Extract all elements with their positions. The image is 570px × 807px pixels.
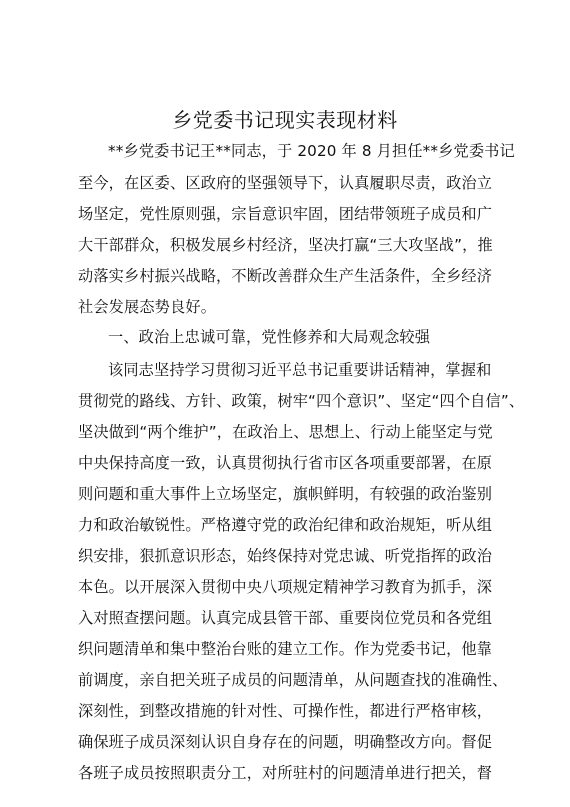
paragraph-line: 确保班子成员深刻认识自身存在的问题，明确整改方向。督促 [78,733,493,751]
paragraph-line: 贯彻党的路线、方针、政策，树牢“四个意识”、坚定“四个自信”、 [78,392,525,410]
paragraph-line: 各班子成员按照职责分工，对所驻村的问题清单进行把关，督 [78,764,493,782]
paragraph-line: 深刻性，到整改措施的针对性、可操作性，都进行严格审核， [78,702,493,720]
paragraph-line: **乡党委书记王**同志，于 2020 年 8 月担任**乡党委书记 [108,142,515,160]
section-heading: 一、政治上忠诚可靠，党性修养和大局观念较强 [108,328,431,346]
paragraph-line: 大干部群众，积极发展乡村经济，坚决打赢“三大攻坚战”，推 [78,236,493,254]
paragraph-line: 力和政治敏锐性。严格遵守党的政治纪律和政治规矩，听从组 [78,516,493,534]
paragraph-line: 本色。以开展深入贯彻中央八项规定精神学习教育为抓手，深 [78,578,493,596]
paragraph-line: 入对照查摆问题。认真完成县管干部、重要岗位党员和各党组 [78,609,493,627]
paragraph-line: 织问题清单和集中整治台账的建立工作。作为党委书记，他靠 [78,640,493,658]
paragraph-line: 社会发展态势良好。 [78,298,217,316]
paragraph-line: 该同志坚持学习贯彻习近平总书记重要讲话精神，掌握和 [108,361,492,379]
paragraph-line: 至今，在区委、区政府的坚强领导下，认真履职尽责，政治立 [78,174,493,192]
paragraph-line: 中央保持高度一致，认真贯彻执行省市区各项重要部署，在原 [78,454,493,472]
paragraph-line: 坚决做到“两个维护”，在政治上、思想上、行动上能坚定与党 [78,423,493,441]
paragraph-line: 动落实乡村振兴战略，不断改善群众生产生活条件，全乡经济 [78,267,493,285]
paragraph-line: 场坚定，党性原则强，宗旨意识牢固，团结带领班子成员和广 [78,205,493,223]
paragraph-line: 则问题和重大事件上立场坚定，旗帜鲜明，有较强的政治鉴别 [78,485,493,503]
paragraph-line: 织安排，狠抓意识形态，始终保持对党忠诚、听党指挥的政治 [78,547,493,565]
paragraph-line: 前调度，亲自把关班子成员的问题清单，从问题查找的准确性、 [78,671,508,689]
document-title: 乡党委书记现实表现材料 [172,108,398,132]
